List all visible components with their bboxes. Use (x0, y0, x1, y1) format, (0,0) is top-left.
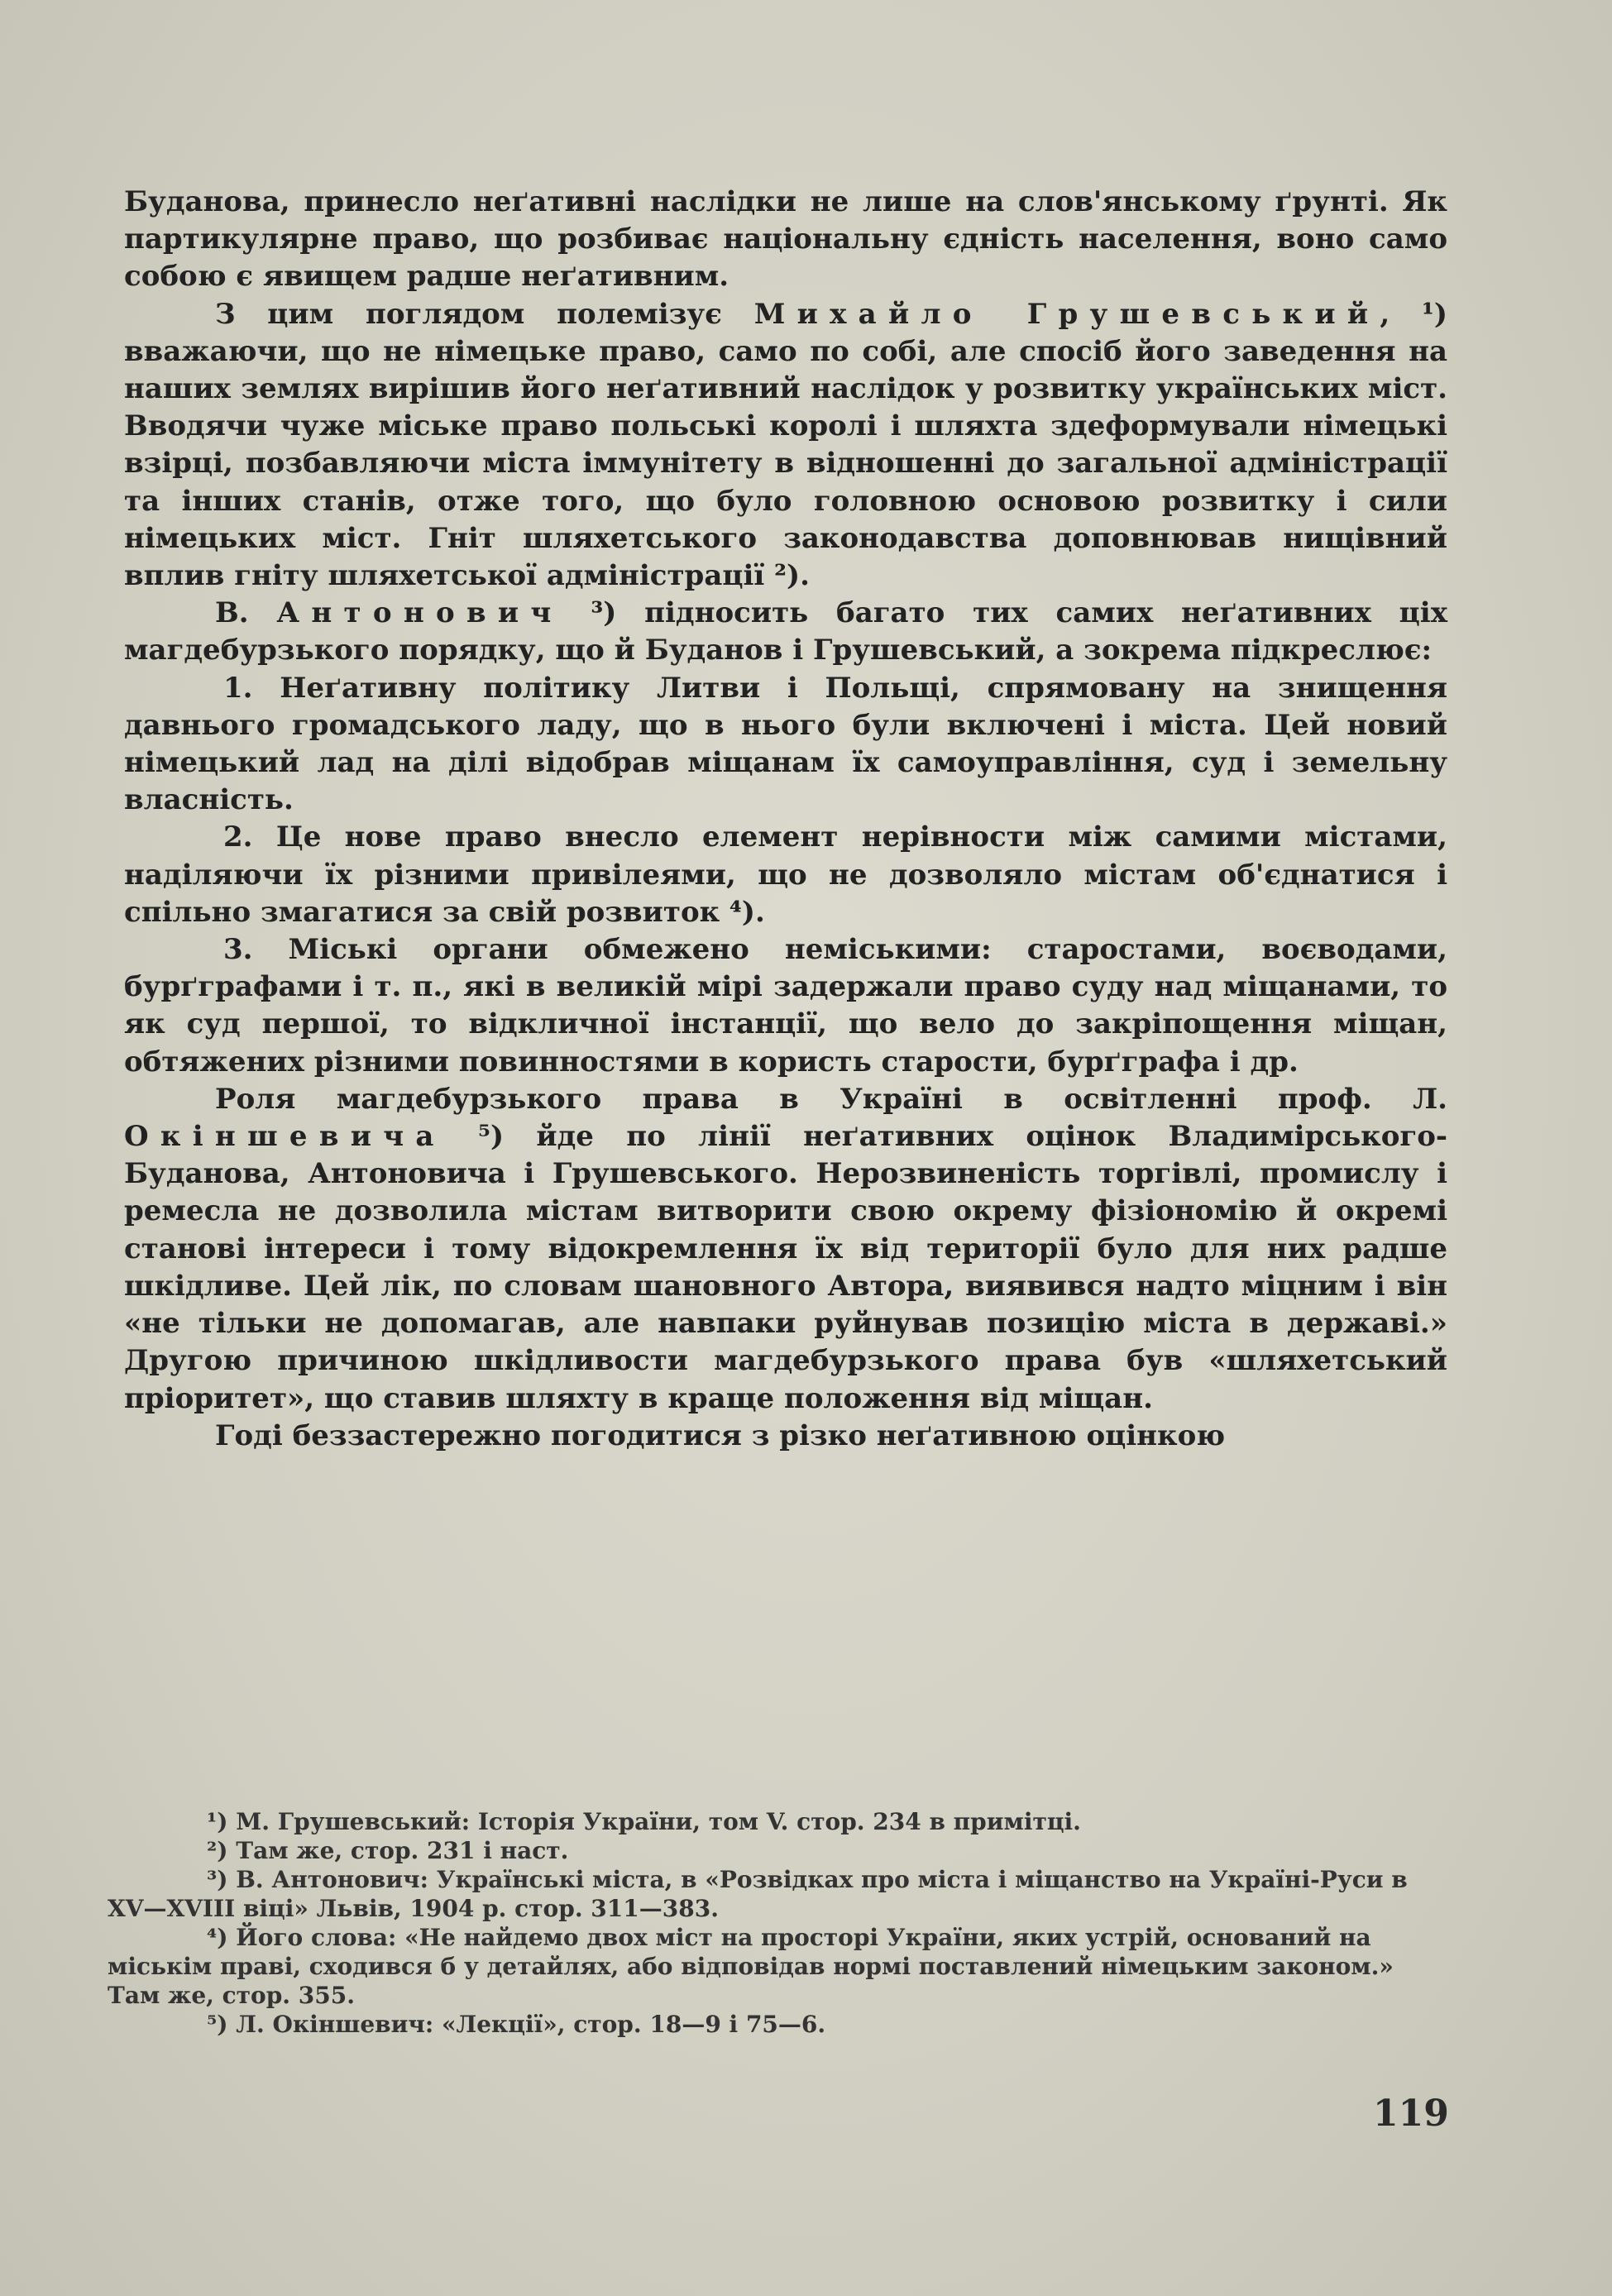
paragraph-3-rest: ³) підносить багато тих самих неґативних ціх магдебурзького порядку, що й Буданов і Грушевський, а зокрема підкреслює: (124, 596, 1447, 667)
body-text (124, 184, 1447, 1455)
paragraph-2 (124, 296, 1447, 596)
list-item-3: 3. Міські органи обмежено неміськими: старостами, воєводами, бурґграфами і т. п., які в великій мірі задержали право суду над міщанами, то як суд першої, то відкличної інстанції, що вело до закріпощення міщан, обтяжених різними повинностями в користь старости, бурґграфа і др. (124, 933, 1447, 1079)
paragraph-3-start: В. (215, 596, 277, 630)
footnote-5: ⁵) Л. Окіншевич: «Лекції», стор. 18—9 і 75—6. (207, 2011, 826, 2038)
paragraph-1: Буданова, принесло неґативні наслідки не лише на слов'янському ґрунті. Як партикулярне право, що розбиває національну єдність населення, воно само собою є явищем радше неґативним. (124, 185, 1447, 294)
author-name-hrushevsky: Михайло Грушевський (753, 297, 1380, 331)
page-number: 119 (1373, 2093, 1449, 2135)
list-item-1: 1. Неґативну політику Литви і Польщі, спрямовану на знищення давнього громадського ладу, що в нього були включені і міста. Цей новий німецький лад на ділі відобрав міщанам їх самоуправління, суд і земельну власність. (124, 671, 1447, 817)
paragraph-2-start: З цим поглядом полемізує (215, 297, 754, 331)
author-name-antonovych: Антонович (276, 596, 563, 630)
footnote-1: ¹) М. Грушевський: Історія України, том V. стор. 234 в примітці. (207, 1808, 1081, 1835)
paragraph-4 (124, 1081, 1447, 1418)
footnote-3: ³) В. Антонович: Українські міста, в «Розвідках про міста і міщанство на Україні-Руси в XV—XVIII віці» Львів, 1904 р. стор. 311—383. (108, 1866, 1408, 1922)
paragraph-3 (124, 595, 1447, 669)
footnotes (108, 1807, 1447, 2039)
footnote-2: ²) Там же, стор. 231 і наст. (207, 1837, 569, 1864)
author-name-okinshevych: Окіншевича (124, 1120, 446, 1154)
footnote-4: ⁴) Його слова: «Не найдемо двох міст на просторі України, яких устрій, оснований на міськім праві, сходився б у детайлях, або відповідав нормі поставлений німецьким законом.» Там же, стор. 355. (108, 1924, 1394, 2009)
list-item-2: 2. Це нове право внесло елемент нерівности між самими містами, наділяючи їх різними привілеями, що не дозволяло містам об'єднатися і спільно змагатися за свій розвиток ⁴). (124, 820, 1447, 929)
paragraph-2-rest: , ¹) вважаючи, що не німецьке право, само по собі, але спосіб його заведення на наших землях вирішив його неґативний наслідок у розвитку українських міст. Вводячи чуже міське право польські королі і шляхта здеформували німецькі взірці, позбавляючи міста іммунітету в відношенні до загальної адміністрації та інших станів, отже того, що було головною основою розвитку і сили німецьких міст. Гніт шляхетського законодавства доповнював нищівний вплив гніту шляхетської адміністрації ²). (124, 297, 1448, 593)
paragraph-5: Годі беззастережно погодитися з різко неґативною оцінкою (215, 1418, 1226, 1452)
paragraph-4-start: Роля магдебурзького права в Україні в освітленні проф. Л. (215, 1082, 1447, 1116)
paragraph-4-rest: ⁵) йде по лінії неґативних оцінок Владимірського-Буданова, Антоновича і Грушевського. Нерозвиненість торгівлі, промислу і ремесла не дозволила містам витворити свою окрему фізіономію й окремі станові інтереси і тому відокремлення їх від території було для них радше шкідливе. Цей лік, по словам шановного Автора, виявився надто міцним і він «не тільки не допомагав, але навпаки руйнував позицію міста в державі.» Другою причиною шкідливости магдебурзького права був «шляхетський пріоритет», що ставив шляхту в краще положення від міщан. (124, 1120, 1447, 1415)
